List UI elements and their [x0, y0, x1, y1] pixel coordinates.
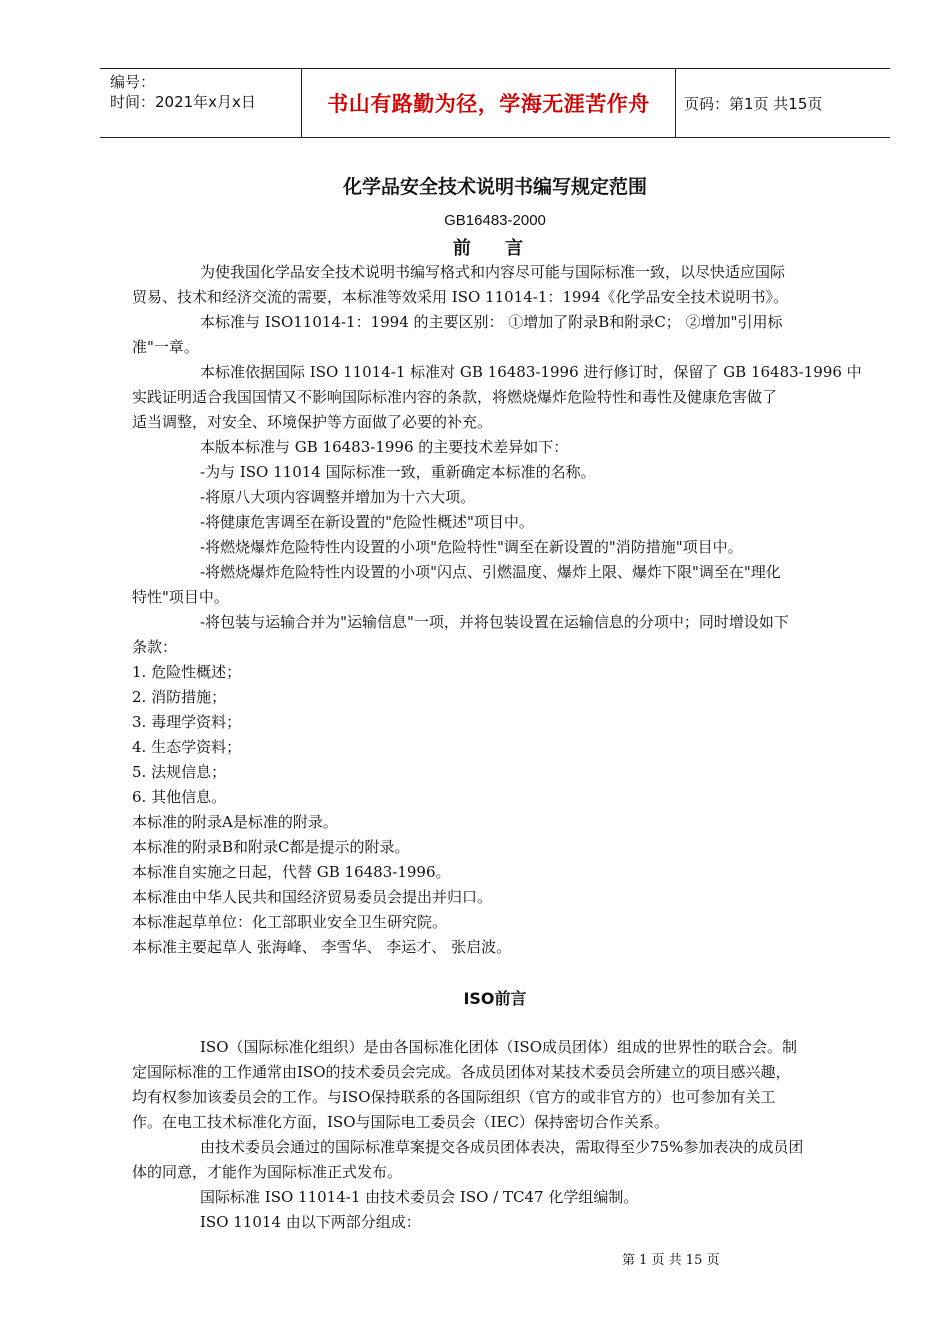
paragraph-line: 体的同意，才能作为国际标准正式发布。	[132, 1163, 403, 1181]
paragraph-line: 本标准由中华人民共和国经济贸易委员会提出并归口。	[132, 888, 493, 906]
page-header	[100, 68, 890, 138]
numbered-item: 6. 其他信息。	[132, 788, 227, 806]
list-item: -将健康危害调至在新设置的"危险性概述"项目中。	[200, 513, 534, 531]
paragraph-line: 准"一章。	[132, 338, 199, 356]
paragraph-line: 贸易、技术和经济交流的需要，本标准等效采用 ISO 11014-1：1994《化学品安全技术说明书》。	[132, 288, 789, 306]
time-label: 时间：2021年x月x日	[110, 93, 256, 111]
paragraph-line: 由技术委员会通过的国际标准草案提交各成员团体表决，需取得至少75%参加表决的成员团	[200, 1138, 804, 1156]
paragraph-line: 定国际标准的工作通常由ISO的技术委员会完成。各成员团体对某技术委员会所建立的项目感兴趣，	[132, 1063, 791, 1081]
paragraph-line: 本标准的附录B和附录C都是提示的附录。	[132, 838, 410, 856]
list-item: -将燃烧爆炸危险特性内设置的小项"闪点、引燃温度、爆炸上限、爆炸下限"调至在"理化	[200, 563, 781, 581]
paragraph-line: 均有权参加该委员会的工作。与ISO保持联系的各国际组织（官方的或非官方的）也可参加有关工	[132, 1088, 776, 1106]
paragraph-line: 本标准自实施之日起，代替 GB 16483-1996。	[132, 863, 451, 881]
list-item: -为与 ISO 11014 国际标准一致，重新确定本标准的名称。	[200, 463, 596, 481]
numbered-item: 3. 毒理学资料；	[132, 713, 242, 731]
paragraph-line: 本版本标准与 GB 16483-1996 的主要技术差异如下：	[200, 438, 569, 456]
paragraph-line: 实践证明适合我国国情又不影响国际标准内容的条款，将燃烧爆炸危险特性和毒性及健康危害做了	[132, 388, 778, 406]
paragraph-line: 本标准起草单位：化工部职业安全卫生研究院。	[132, 913, 448, 931]
standard-code: GB16483-2000	[444, 212, 546, 229]
numbered-item: 5. 法规信息；	[132, 763, 227, 781]
numbered-item: 1. 危险性概述；	[132, 663, 242, 681]
document-title: 化学品安全技术说明书编写规定范围	[342, 176, 647, 198]
header-slogan: 书山有路勤为径，学海无涯苦作舟	[302, 69, 676, 137]
paragraph-line: 作。在电工技术标准化方面，ISO与国际电工委员会（IEC）保持密切合作关系。	[132, 1113, 669, 1131]
header-meta	[100, 69, 302, 137]
numbered-item: 2. 消防措施；	[132, 688, 227, 706]
page-footer: 第 1 页 共 15 页	[622, 1253, 720, 1268]
paragraph-line: 特性"项目中。	[132, 588, 229, 606]
numbered-item: 4. 生态学资料；	[132, 738, 242, 756]
paragraph-line: 本标准与 ISO11014-1：1994 的主要区别： ①增加了附录B和附录C； ②增加"引用标	[200, 313, 783, 331]
paragraph-line: 本标准依据国际 ISO 11014-1 标准对 GB 16483-1996 进行修订时，保留了 GB 16483-1996 中	[200, 363, 862, 381]
paragraph-line: 国际标准 ISO 11014-1 由技术委员会 ISO / TC47 化学组编制。	[200, 1188, 639, 1206]
paragraph-line: 为使我国化学品安全技术说明书编写格式和内容尽可能与国际标准一致，以尽快适应国际	[200, 263, 786, 281]
list-item: -将燃烧爆炸危险特性内设置的小项"危险特性"调至在新设置的"消防措施"项目中。	[200, 538, 743, 556]
paragraph-line: 本标准的附录A是标准的附录。	[132, 813, 338, 831]
list-item: -将原八大项内容调整并增加为十六大项。	[200, 488, 476, 506]
serial-number-label: 编号：	[110, 73, 156, 91]
paragraph-line: ISO（国际标准化组织）是由各国标准化团体（ISO成员团体）组成的世界性的联合会。制	[200, 1038, 798, 1056]
list-item: -将包装与运输合并为"运输信息"一项，并将包装设置在运输信息的分项中；同时增设如下	[200, 613, 789, 631]
paragraph-line: ISO 11014 由以下两部分组成：	[200, 1213, 421, 1231]
paragraph-line: 本标准主要起草人 张海峰、 李雪华、 李运才、 张启波。	[132, 938, 512, 956]
iso-foreword-heading: ISO前言	[463, 989, 527, 1008]
header-page-label: 页码：第1页 共15页	[684, 94, 823, 113]
paragraph-line: 条款：	[132, 638, 178, 656]
foreword-heading: 前 言	[452, 238, 538, 259]
paragraph-line: 适当调整，对安全、环境保护等方面做了必要的补充。	[132, 413, 493, 431]
